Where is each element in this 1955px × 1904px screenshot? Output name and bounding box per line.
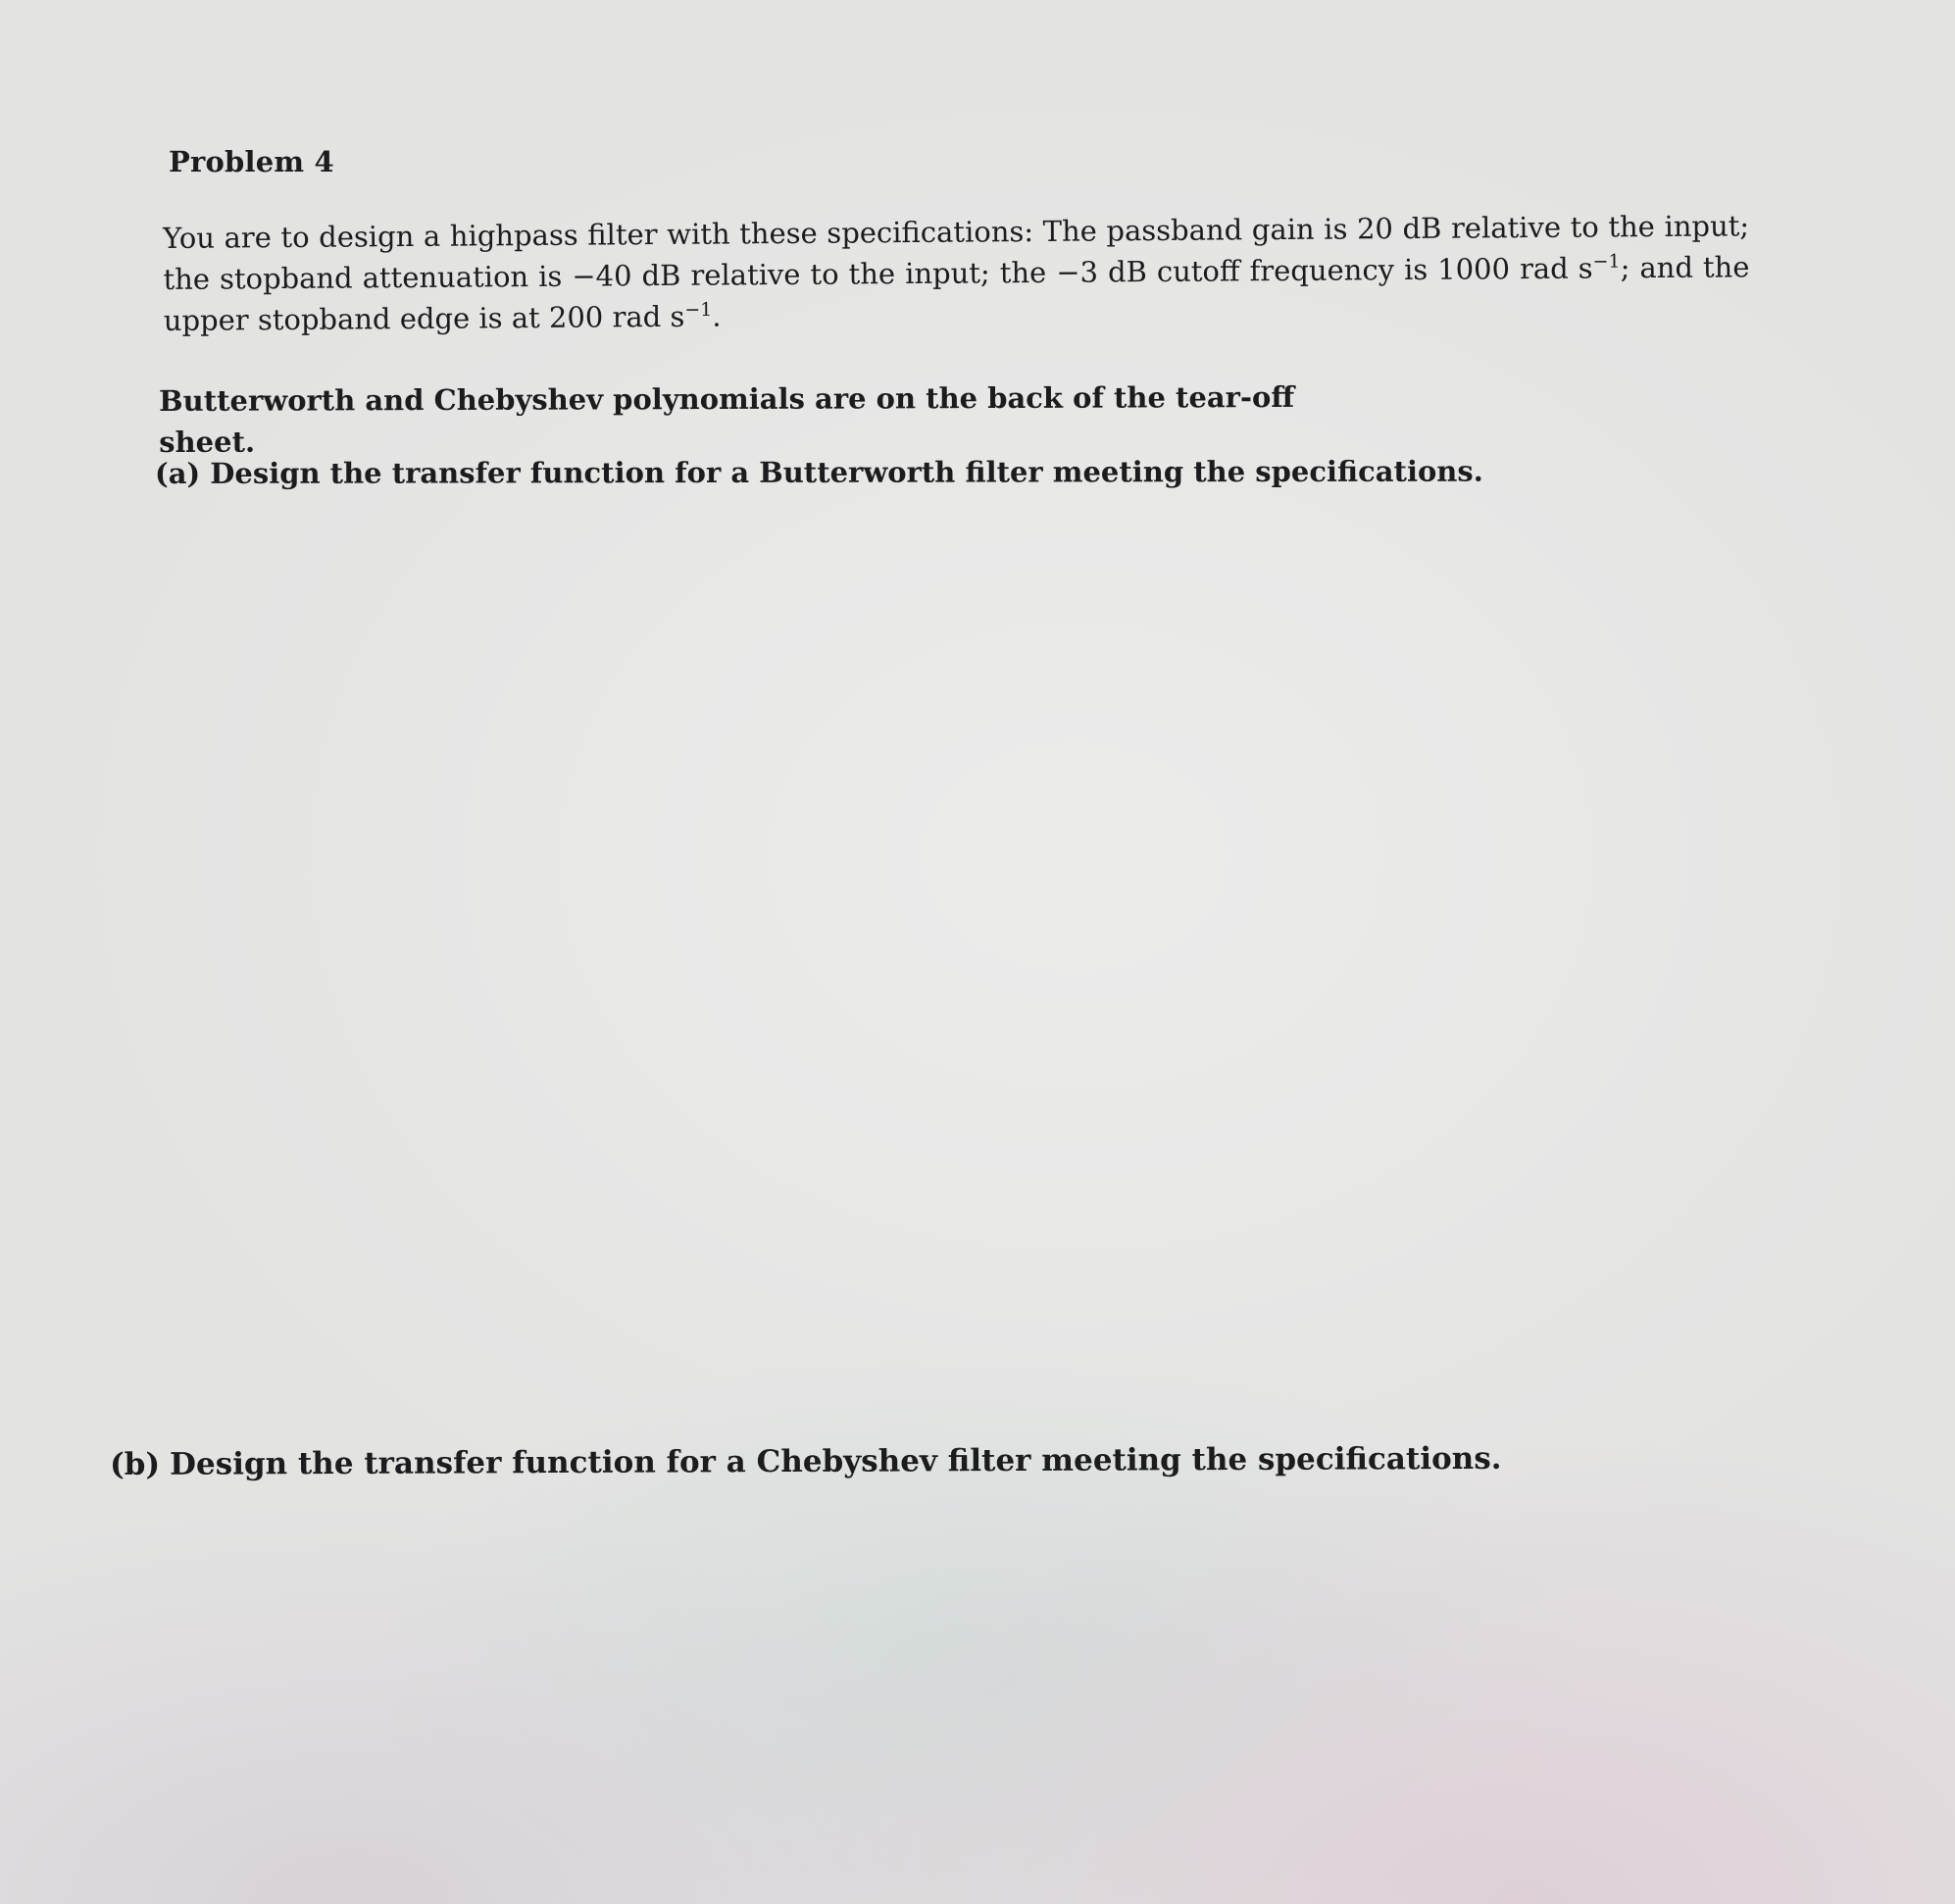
spec-exponent-1: −1 bbox=[1592, 250, 1621, 273]
part-b-label: (b) bbox=[110, 1446, 161, 1482]
part-a-label: (a) bbox=[155, 456, 201, 490]
spec-text-part-1: You are to design a highpass filter with these specifications: The passband gain is 20 dB relative to the input; the stopband attenuation is −40 dB relative to the input; the −3 dB cutoff frequency is 1000 rad s bbox=[163, 209, 1750, 296]
part-b-question bbox=[110, 1441, 1502, 1482]
spec-text-part-2: ; and the upper stopband edge is at 200 rad s bbox=[163, 250, 1750, 337]
part-a-text: Design the transfer function for a Butterworth filter meeting the specifications. bbox=[210, 454, 1483, 490]
spec-exponent-2: −1 bbox=[684, 298, 713, 322]
polynomials-note: Butterworth and Chebyshev polynomials are on the back of the tear-off sheet. bbox=[159, 379, 1295, 459]
problem-title: Problem 4 bbox=[169, 145, 334, 178]
spec-text-part-3: . bbox=[712, 299, 722, 333]
part-a-question bbox=[155, 455, 1483, 490]
part-b-text: Design the transfer function for a Chebyshev filter meeting the specifications. bbox=[170, 1440, 1502, 1482]
problem-specification bbox=[163, 205, 1750, 341]
